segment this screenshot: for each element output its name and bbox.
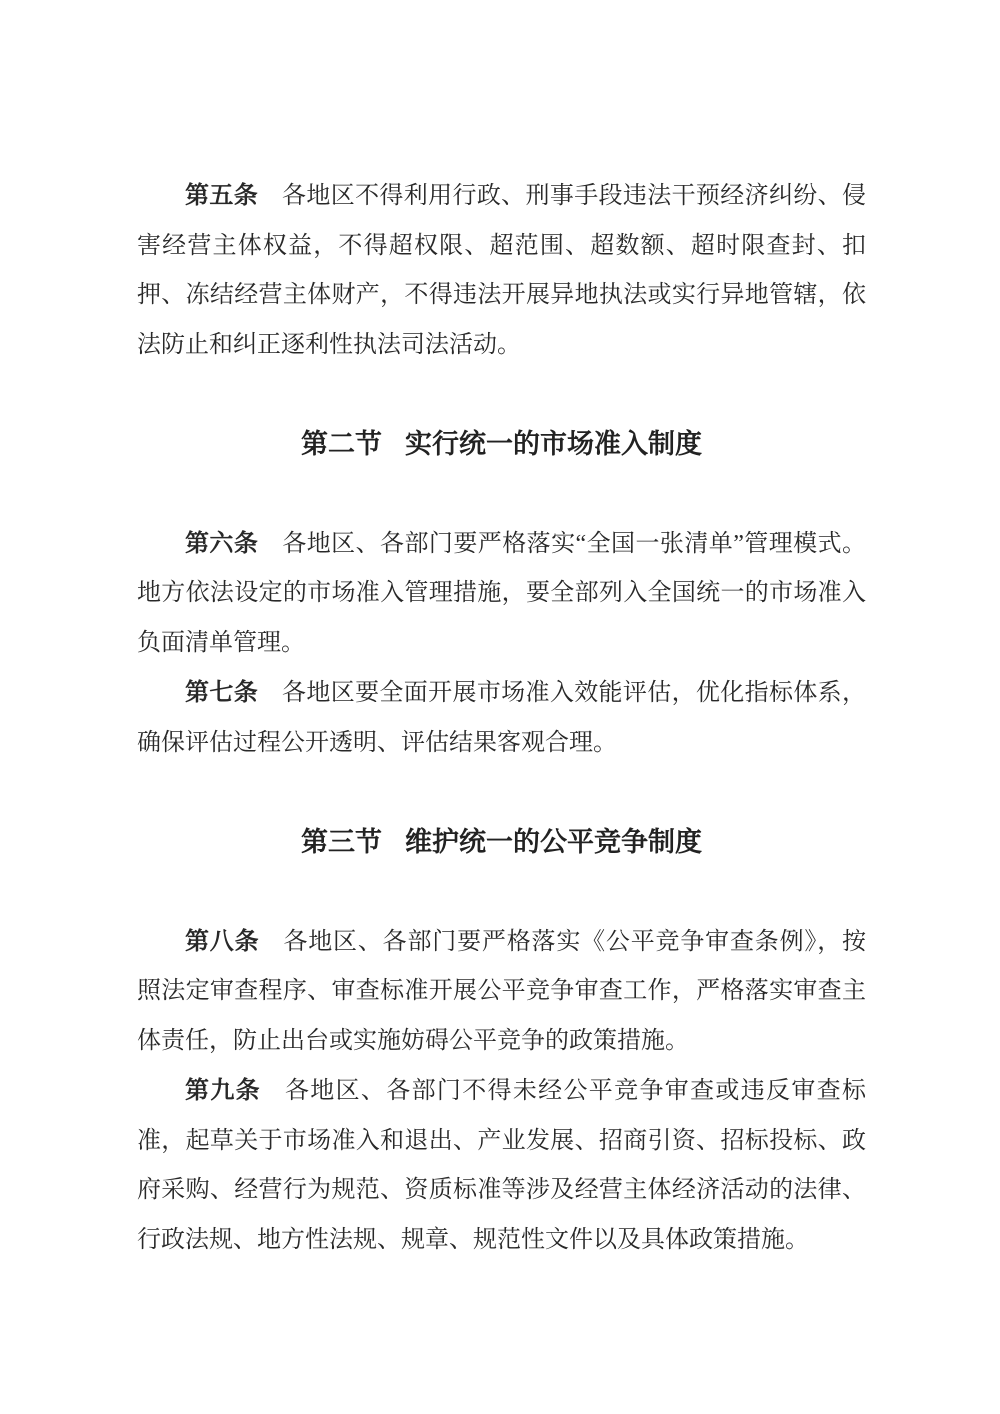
- article-text-8: 各地区、各部门要严格落实《公平竞争审查条例》，按照法定审查程序、审查标准开展公平竞争审查工作，严格落实审查主体责任，防止出台或实施妨碍公平竞争的政策措施。: [137, 928, 867, 1054]
- article-paragraph-8: [137, 917, 866, 1067]
- article-text-7: 各地区要全面开展市场准入效能评估，优化指标体系，确保评估过程公开透明、评估结果客观合理。: [137, 680, 867, 756]
- section-title-2: 实行统一的市场准入制度: [404, 428, 702, 459]
- article-paragraph-5: [137, 171, 866, 370]
- article-number-5: 第五条: [185, 182, 259, 209]
- section-heading-3: [137, 818, 866, 868]
- article-text-5: 各地区不得利用行政、刑事手段违法干预经济纠纷、侵害经营主体权益，不得超权限、超范围、超数额、超时限查封、扣押、冻结经营主体财产，不得违法开展异地执法或实行异地管辖，依法防止和纠正逐利性执法司法活动。: [137, 183, 867, 358]
- article-number-8: 第八条: [185, 927, 260, 955]
- article-number-9: 第九条: [185, 1077, 261, 1104]
- section-title-3: 维护统一的公平竞争制度: [404, 826, 702, 857]
- article-text-6: 各地区、各部门要严格落实“全国一张清单”管理模式。地方依法设定的市场准入管理措施，要全部列入全国统一的市场准入负面清单管理。: [137, 530, 867, 656]
- article-number-7: 第七条: [185, 679, 259, 706]
- article-number-6: 第六条: [185, 529, 259, 557]
- article-text-9: 各地区、各部门不得未经公平竞争审查或违反审查标准，起草关于市场准入和退出、产业发展、招商引资、招标投标、政府采购、经营行为规范、资质标准等涉及经营主体经济活动的法律、行政法规、地方性法规、规章、规范性文件以及具体政策措施。: [137, 1078, 867, 1253]
- article-paragraph-9: [137, 1066, 866, 1265]
- article-paragraph-7: [137, 668, 866, 768]
- section-number-2: 第二节: [301, 428, 383, 459]
- article-paragraph-6: [137, 519, 866, 669]
- section-heading-2: [137, 420, 866, 470]
- section-number-3: 第三节: [301, 826, 383, 857]
